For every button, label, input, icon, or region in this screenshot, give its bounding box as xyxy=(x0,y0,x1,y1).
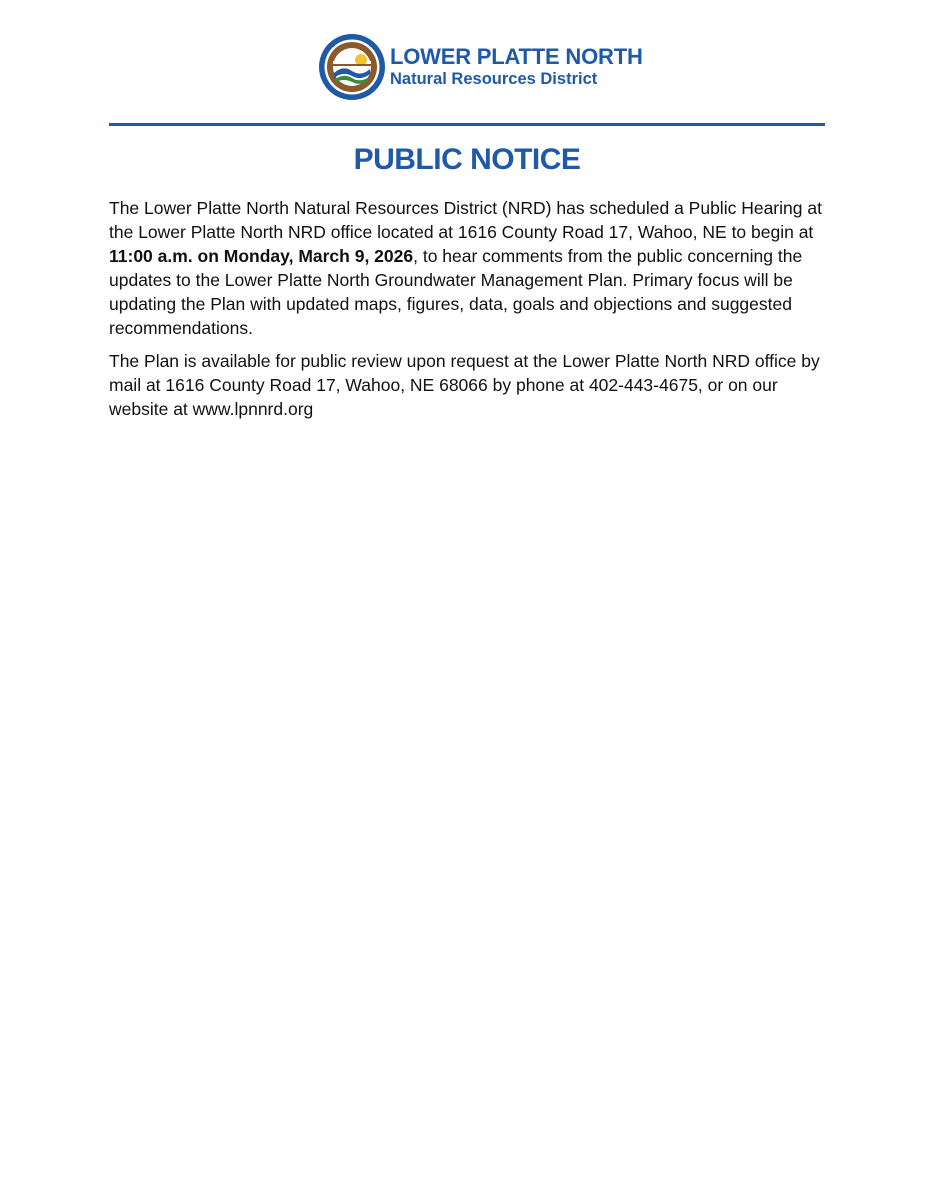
hearing-details-text: , to hear comments from the public concerning the updates to the Lower Platte North Groundwater Management Plan. Primary focus will be updating the Plan with updated maps, figures, data, goals and objections and suggested recommendations. xyxy=(109,246,803,338)
nrd-emblem-icon xyxy=(318,33,386,101)
notice-body xyxy=(109,196,829,430)
organization-logo xyxy=(318,33,643,101)
logo-org-subtitle: Natural Resources District xyxy=(390,70,598,89)
header-divider xyxy=(109,123,825,126)
hearing-datetime: 11:00 a.m. on Monday, March 9, 2026 xyxy=(109,246,414,266)
notice-paragraph-2: The Plan is available for public review upon request at the Lower Platte North NRD office by mail at 1616 County Road 17, Wahoo, NE 68066 by phone at 402-443-4675, or on our website at www.lpnnrd.org xyxy=(109,351,820,419)
logo-org-name: LOWER PLATTE NORTH xyxy=(390,44,643,70)
notice-paragraph-1 xyxy=(109,196,829,340)
hearing-intro-text: The Lower Platte North Natural Resources District (NRD) has scheduled a Public Hearing at the Lower Platte North NRD office located at 1616 County Road 17, Wahoo, NE to begin at xyxy=(109,198,822,242)
page-title: PUBLIC NOTICE xyxy=(353,143,581,176)
